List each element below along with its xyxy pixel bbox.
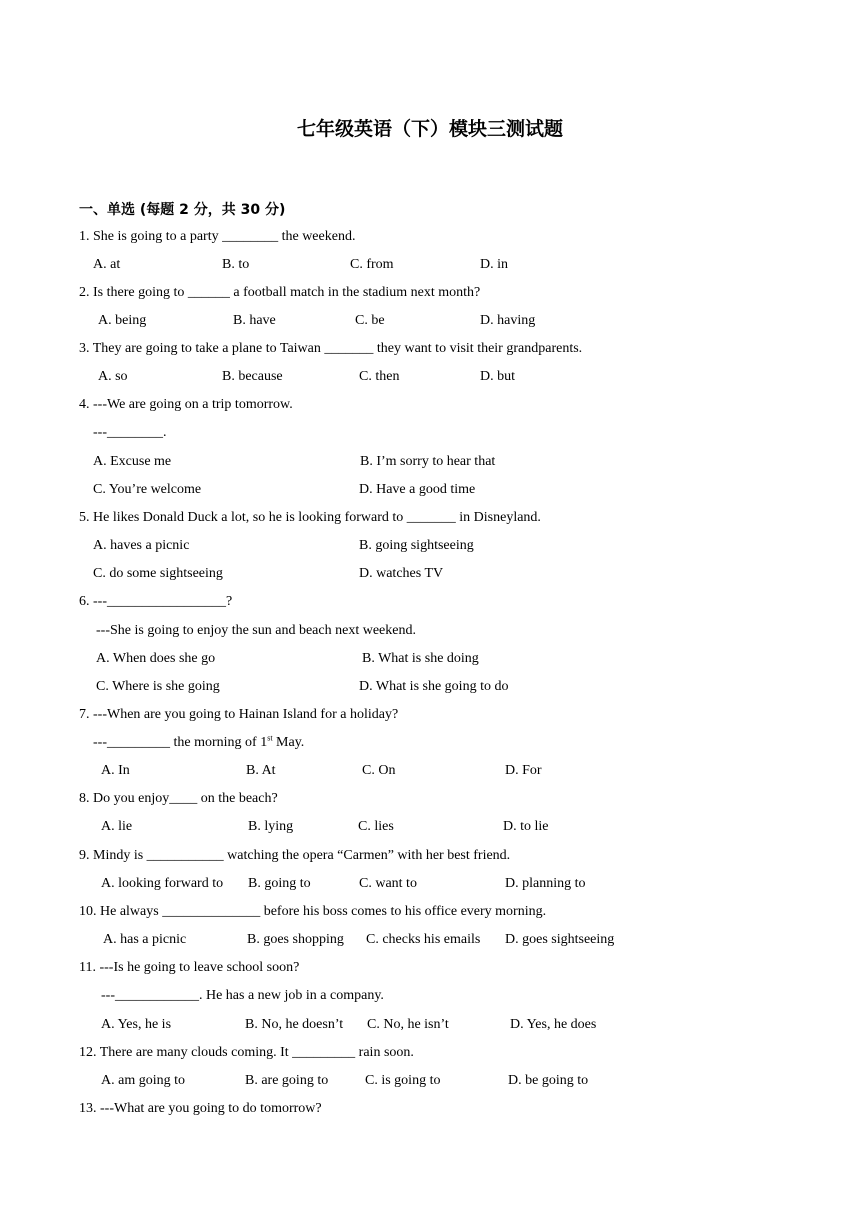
question-3-option-b: B. because — [222, 369, 283, 384]
question-6-option-a: A. When does she go — [96, 651, 216, 666]
question-3-option-a: A. so — [98, 369, 128, 384]
question-4-option-d: D. Have a good time — [359, 482, 476, 497]
question-9-stem: 9. Mindy is ___________ watching the opera “Carmen” with her best friend. — [79, 848, 511, 863]
question-3-option-d: D. but — [480, 369, 515, 384]
section-heading: 一、单选 (每题 2 分，共 30 分) — [79, 202, 286, 218]
question-12-option-b: B. are going to — [245, 1073, 329, 1088]
question-1-option-a: A. at — [93, 257, 121, 272]
question-12-stem: 12. There are many clouds coming. It _________ rain soon. — [79, 1045, 414, 1060]
question-12-option-c: C. is going to — [365, 1073, 441, 1088]
question-5-stem: 5. He likes Donald Duck a lot, so he is looking forward to _______ in Disneyland. — [79, 510, 541, 525]
question-4-option-c: C. You’re welcome — [93, 482, 202, 497]
question-6-reply: ---She is going to enjoy the sun and beach next weekend. — [96, 623, 416, 638]
question-12-option-d: D. be going to — [508, 1073, 589, 1088]
question-11-reply: ---____________. He has a new job in a company. — [101, 988, 384, 1003]
question-1-option-c: C. from — [350, 257, 394, 272]
question-1-stem: 1. She is going to a party ________ the weekend. — [79, 229, 356, 244]
question-1-option-b: B. to — [222, 257, 250, 272]
question-2-option-d: D. having — [480, 313, 536, 328]
question-11-stem: 11. ---Is he going to leave school soon? — [79, 960, 300, 975]
question-2-stem: 2. Is there going to ______ a football match in the stadium next month? — [79, 285, 481, 300]
question-5-option-c: C. do some sightseeing — [93, 566, 223, 581]
question-3-stem: 3. They are going to take a plane to Taiwan _______ they want to visit their grandparents. — [79, 341, 583, 356]
question-8-stem: 8. Do you enjoy____ on the beach? — [79, 791, 278, 806]
question-11-option-b: B. No, he doesn’t — [245, 1017, 344, 1032]
question-5-option-d: D. watches TV — [359, 566, 444, 581]
question-10-option-c: C. checks his emails — [366, 932, 481, 947]
question-7-reply — [93, 735, 304, 751]
question-1-option-d: D. in — [480, 257, 508, 272]
question-7-ordinal-suffix: st — [267, 733, 273, 743]
question-7-option-b: B. At — [246, 763, 276, 778]
question-10-option-b: B. goes shopping — [247, 932, 344, 947]
question-4-reply: ---________. — [93, 425, 167, 440]
question-5-option-b: B. going sightseeing — [359, 538, 474, 553]
question-7-reply-text: ---_________ the morning of 1 — [93, 735, 268, 750]
question-10-option-a: A. has a picnic — [103, 932, 187, 947]
question-11-option-c: C. No, he isn’t — [367, 1017, 449, 1032]
question-9-option-d: D. planning to — [505, 876, 586, 891]
question-7-reply-end: May. — [272, 735, 305, 750]
question-6-stem: 6. ---_________________? — [79, 594, 233, 609]
question-2-option-a: A. being — [98, 313, 147, 328]
question-6-option-d: D. What is she going to do — [359, 679, 509, 694]
question-9-option-c: C. want to — [359, 876, 417, 891]
question-8-option-c: C. lies — [358, 819, 394, 834]
question-8-option-d: D. to lie — [503, 819, 549, 834]
question-11-option-a: A. Yes, he is — [101, 1017, 172, 1032]
question-13-stem: 13. ---What are you going to do tomorrow? — [79, 1101, 322, 1116]
question-4-option-a: A. Excuse me — [93, 454, 172, 469]
question-11-option-d: D. Yes, he does — [510, 1017, 597, 1032]
question-8-option-b: B. lying — [248, 819, 294, 834]
question-10-stem: 10. He always ______________ before his boss comes to his office every morning. — [79, 904, 547, 919]
question-3-option-c: C. then — [359, 369, 400, 384]
question-8-option-a: A. lie — [101, 819, 133, 834]
question-2-option-c: C. be — [355, 313, 385, 328]
question-4-option-b: B. I’m sorry to hear that — [360, 454, 496, 469]
question-5-option-a: A. haves a picnic — [93, 538, 190, 553]
question-4-stem: 4. ---We are going on a trip tomorrow. — [79, 397, 293, 412]
question-7-option-d: D. For — [505, 763, 542, 778]
question-2-option-b: B. have — [233, 313, 276, 328]
question-6-option-b: B. What is she doing — [362, 651, 479, 666]
question-6-option-c: C. Where is she going — [96, 679, 220, 694]
page-title: 七年级英语（下）模块三测试题 — [296, 118, 563, 140]
question-10-option-d: D. goes sightseeing — [505, 932, 615, 947]
question-9-option-b: B. going to — [248, 876, 311, 891]
question-7-option-a: A. In — [101, 763, 130, 778]
question-7-option-c: C. On — [362, 763, 396, 778]
question-12-option-a: A. am going to — [101, 1073, 185, 1088]
question-9-option-a: A. looking forward to — [101, 876, 224, 891]
question-7-stem: 7. ---When are you going to Hainan Island for a holiday? — [79, 707, 399, 722]
